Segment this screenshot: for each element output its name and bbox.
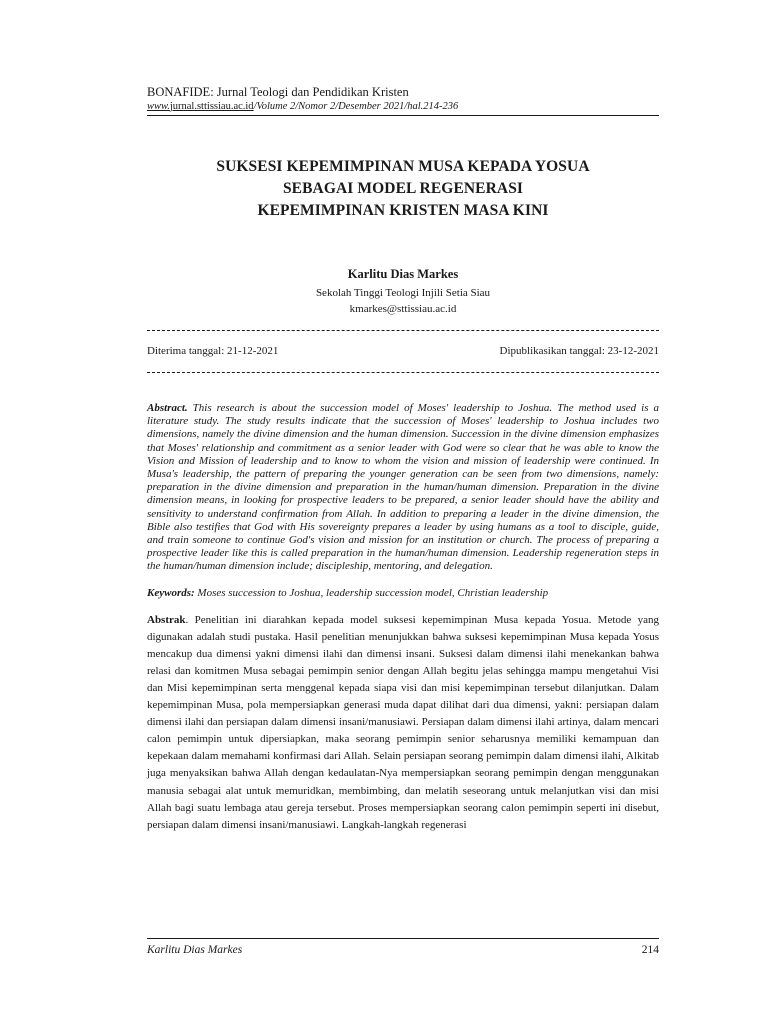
footer-rule — [147, 938, 659, 939]
author-email[interactable]: kmarkes@sttissiau.ac.id — [349, 303, 457, 315]
journal-name: BONAFIDE: Jurnal Teologi dan Pendidikan Kristen — [147, 85, 409, 99]
abstract-english-text: This research is about the succession model of Moses' leadership to Joshua. The method used is a literature study. The study results indicate that the succession of Moses' leadership to Joshua includes two dimensions, namely the divine dimension and the human dimension. Succession in the divine dimension emphasizes that Moses' relationship and commitment as a senior leader with God were so clear that he was able to know the Vision and Mission of leadership and to know to whom the vision and mission of leadership were continued. In Musa's leadership, the pattern of preparing the younger generation can be seen from two dimensions, namely: preparation in the divine dimension and preparation in the human/human dimension. Preparation in the divine dimension means, in looking for prospective leaders to be prepared, a senior leader should have the ability and sensitivity to understand confirmation from Allah. In addition to preparing a leader in the divine dimension, the Bible also testifies that God with His sovereignty prepares a leader by using humans as a tool to disciple, guide, and train someone to continue God's vision and mission for an institution or church. The process of preparing a prospective leader like this is called preparation in the human/human dimension. Leadership regeneration steps in the human/human dimension include; discipleship, mentoring, and delegation. — [147, 402, 659, 573]
article-dates — [147, 344, 659, 358]
abstract-indonesian-label: Abstrak — [147, 613, 186, 626]
keywords-label: Keywords: — [147, 586, 195, 599]
footer-row — [147, 942, 659, 958]
abstract-indonesian-text: . Penelitian ini diarahkan kepada model suksesi kepemimpinan Musa kepada Yosua. Metode yang digunakan adalah studi pustaka. Hasil penelitian menunjukkan bahwa suksesi kepemimpinan Musa kepada Yosus mencakup dua dimensi yakni dimensi ilahi dan dimensi insani. Suksesi dalam dimensi ilahi menekankan bahwa relasi dan komitmen Musa sebagai pemimpin senior dengan Allah begitu jelas sehingga mampu mengetahui Visi dan Misi kepemimpinan serta menggenal kepada siapa visi dan misi kepemimpinan tersebut dilanjutkan. Dalam kepemimpinan Musa, pola mempersiapkan generasi muda dapat dilihat dari dua dimensi, yakni: persiapan dalam dimensi ilahi dan persiapan dalam dimensi insani/manusiawi. Persiapan dalam dimensi ilahi artinya, dalam mencari calon pemimpin untuk dipersiapkan, maka seorang pemimpin senior seharusnya memiliki kemampuan dan kepekaan dalam memahami konfirmasi dari Allah. Selain persiapan seorang pemimpin dalam dimensi ilahi, Alkitab juga menyaksikan bahwa Allah dengan kedaulatan-Nya mempersiapkan seorang pemimpin dengan menggunakan manusia sebagai alat untuk memuridkan, membimbing, dan melatih seseorang untuk melanjutkan visi dan misi Allah bagi suatu lembaga atau gereja tersebut. Proses mempersiapkan seorang calon pemimpin seperti ini disebut, persiapan dalam dimensi insani/manusiawi. Langkah-langkah regenerasi — [147, 613, 659, 831]
page-footer — [147, 938, 659, 958]
abstract-indonesian — [147, 612, 659, 834]
author-name: Karlitu Dias Markes — [347, 267, 459, 281]
journal-issue: /Volume 2/Nomor 2/Desember 2021/hal.214-236 — [253, 101, 459, 112]
title-line-1: SUKSESI KEPEMIMPINAN MUSA KEPADA YOSUA — [216, 158, 590, 175]
dates-bottom-rule — [147, 372, 659, 373]
dates-top-rule — [147, 330, 659, 331]
abstract-english — [147, 402, 659, 574]
page-number: 214 — [641, 944, 659, 956]
journal-url-prefix[interactable]: www. — [147, 101, 170, 112]
article-title — [147, 156, 659, 222]
published-date: Dipublikasikan tanggal: 23-12-2021 — [499, 345, 659, 357]
author-affiliation: Sekolah Tinggi Teologi Injili Setia Siau — [315, 287, 491, 299]
abstract-english-label: Abstract. — [147, 402, 188, 414]
keywords-text: Moses succession to Joshua, leadership succession model, Christian leadership — [194, 586, 549, 599]
article-page — [147, 84, 659, 845]
journal-info-line — [147, 100, 659, 114]
keywords — [147, 586, 659, 600]
journal-url-domain[interactable]: jurnal.sttissiau.ac.id — [169, 101, 254, 112]
received-date: Diterima tanggal: 21-12-2021 — [147, 345, 279, 357]
title-line-3: KEPEMIMPINAN KRISTEN MASA KINI — [257, 202, 549, 219]
footer-author: Karlitu Dias Markes — [147, 944, 243, 956]
title-line-2: SEBAGAI MODEL REGENERASI — [282, 180, 524, 197]
header-rule — [147, 115, 659, 116]
